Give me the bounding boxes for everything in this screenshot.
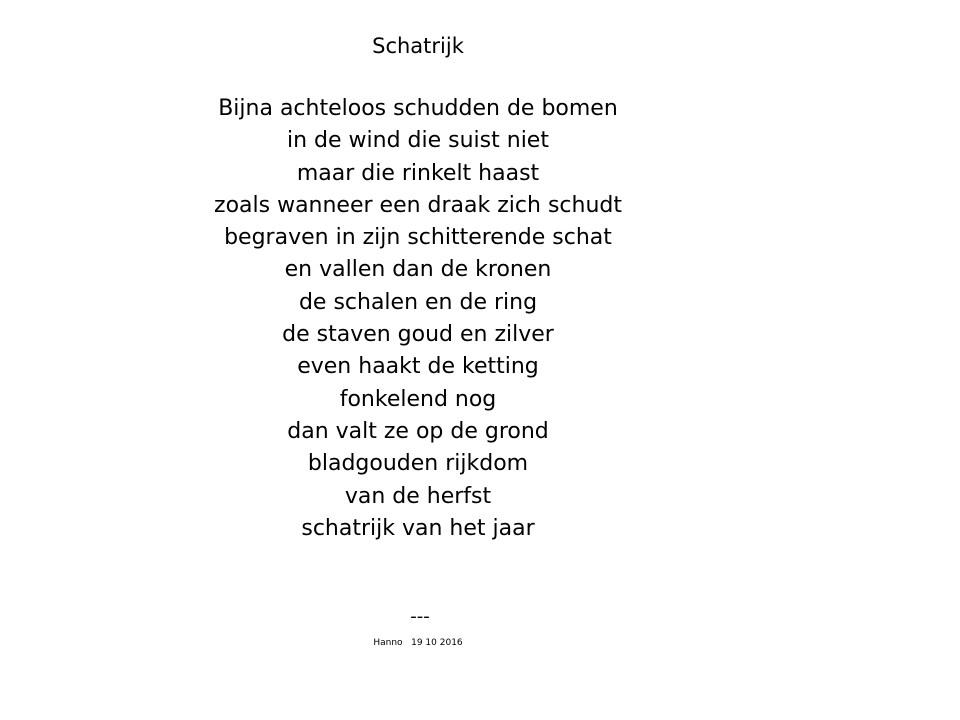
separator: --- — [410, 606, 430, 627]
poem-line: fonkelend nog — [339, 386, 497, 412]
poem-line: en vallen dan de kronen — [284, 257, 552, 283]
poem-line: schatrijk van het jaar — [301, 515, 535, 541]
poem-line: in de wind die suist niet — [287, 128, 549, 154]
poem-body — [118, 93, 718, 545]
poem-line: Bijna achteloos schudden de bomen — [218, 96, 618, 121]
poem-line: de staven goud en zilver — [282, 322, 554, 348]
poem-line: bladgouden rijkdom — [307, 451, 529, 477]
poem-line: even haakt de ketting — [297, 354, 539, 380]
poem-title: Schatrijk — [372, 34, 464, 58]
poem-line: zoals wanneer een draak zich schudt — [214, 192, 622, 218]
signature: Hanno 19 10 2016 — [373, 638, 463, 648]
poem-line: van de herfst — [344, 483, 492, 509]
poem-line: begraven in zijn schitterende schat — [224, 225, 612, 251]
poem-line: dan valt ze op de grond — [287, 418, 549, 444]
poem-line: de schalen en de ring — [298, 289, 538, 315]
poem-line: maar die rinkelt haast — [296, 160, 540, 186]
